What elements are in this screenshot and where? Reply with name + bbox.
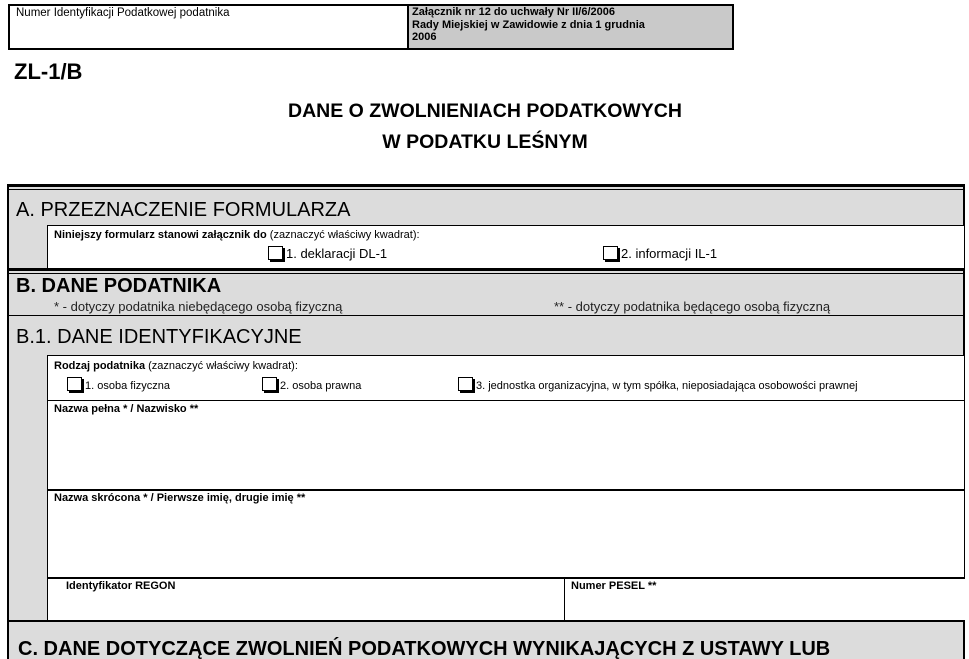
section-b-note-1: * - dotyczy podatnika niebędącego osobą fizyczną bbox=[54, 299, 343, 314]
checkbox-organizational-unit[interactable] bbox=[458, 377, 473, 391]
option-dl1[interactable]: 1. deklaracji DL-1 bbox=[268, 246, 387, 261]
section-a-title: A. PRZEZNACZENIE FORMULARZA bbox=[16, 199, 351, 221]
attachment-text bbox=[412, 6, 730, 44]
option-legal-person[interactable]: 2. osoba prawna bbox=[262, 377, 361, 392]
full-name-label: Nazwa pełna * / Nazwisko ** bbox=[54, 403, 199, 415]
checkbox-legal-person[interactable] bbox=[262, 377, 277, 391]
attachment-line-3: 2006 bbox=[412, 31, 437, 43]
section-b1-title: B.1. DANE IDENTYFIKACYJNE bbox=[16, 326, 302, 348]
section-c-title: C. DANE DOTYCZĄCE ZWOLNIEŃ PODATKOWYCH WYNIKAJĄCYCH Z USTAWY LUB bbox=[18, 638, 831, 659]
regon-pesel-divider bbox=[564, 578, 565, 621]
short-name-label: Nazwa skrócona * / Pierwsze imię, drugie imię ** bbox=[54, 492, 306, 504]
option-natural-person[interactable]: 1. osoba fizyczna bbox=[67, 377, 170, 392]
rule-b-b1 bbox=[7, 315, 965, 316]
page-title bbox=[160, 96, 810, 158]
rule-a-b bbox=[7, 268, 965, 271]
pesel-label: Numer PESEL ** bbox=[571, 580, 657, 592]
regon-label: Identyfikator REGON bbox=[66, 580, 176, 592]
title-line-2: W PODATKU LEŚNYM bbox=[382, 131, 588, 153]
attachment-line-2: Rady Miejskiej w Zawidowie z dnia 1 grudnia bbox=[412, 18, 645, 31]
nip-label: Numer Identyfikacji Podatkowej podatnika bbox=[16, 7, 230, 19]
rule-top-thin bbox=[7, 189, 965, 190]
option-il1[interactable]: 2. informacji IL-1 bbox=[603, 246, 717, 261]
checkbox-dl1[interactable] bbox=[268, 246, 283, 260]
rule-top bbox=[7, 184, 965, 187]
section-a-instruction: Niniejszy formularz stanowi załącznik do (zaznaczyć właściwy kwadrat): bbox=[54, 229, 420, 241]
checkbox-il1[interactable] bbox=[603, 246, 618, 260]
section-b-title: B. DANE PODATNIKA bbox=[16, 275, 222, 297]
checkbox-natural-person[interactable] bbox=[67, 377, 82, 391]
option-organizational-unit[interactable]: 3. jednostka organizacyjna, w tym spółka, nieposiadająca osobowości prawnej bbox=[458, 377, 858, 392]
taxpayer-type-label: Rodzaj podatnika (zaznaczyć właściwy kwadrat): bbox=[54, 360, 298, 372]
rule-a-b-thin bbox=[7, 273, 965, 274]
regon-field[interactable] bbox=[47, 578, 965, 621]
attachment-line-1: Załącznik nr 12 do uchwały Nr II/6/2006 bbox=[412, 6, 615, 18]
section-b-note-2: ** - dotyczy podatnika będącego osobą fizyczną bbox=[554, 299, 831, 314]
form-code: ZL-1/B bbox=[14, 59, 83, 84]
title-line-1: DANE O ZWOLNIENIACH PODATKOWYCH bbox=[288, 100, 682, 122]
rule-b-c bbox=[7, 620, 965, 622]
